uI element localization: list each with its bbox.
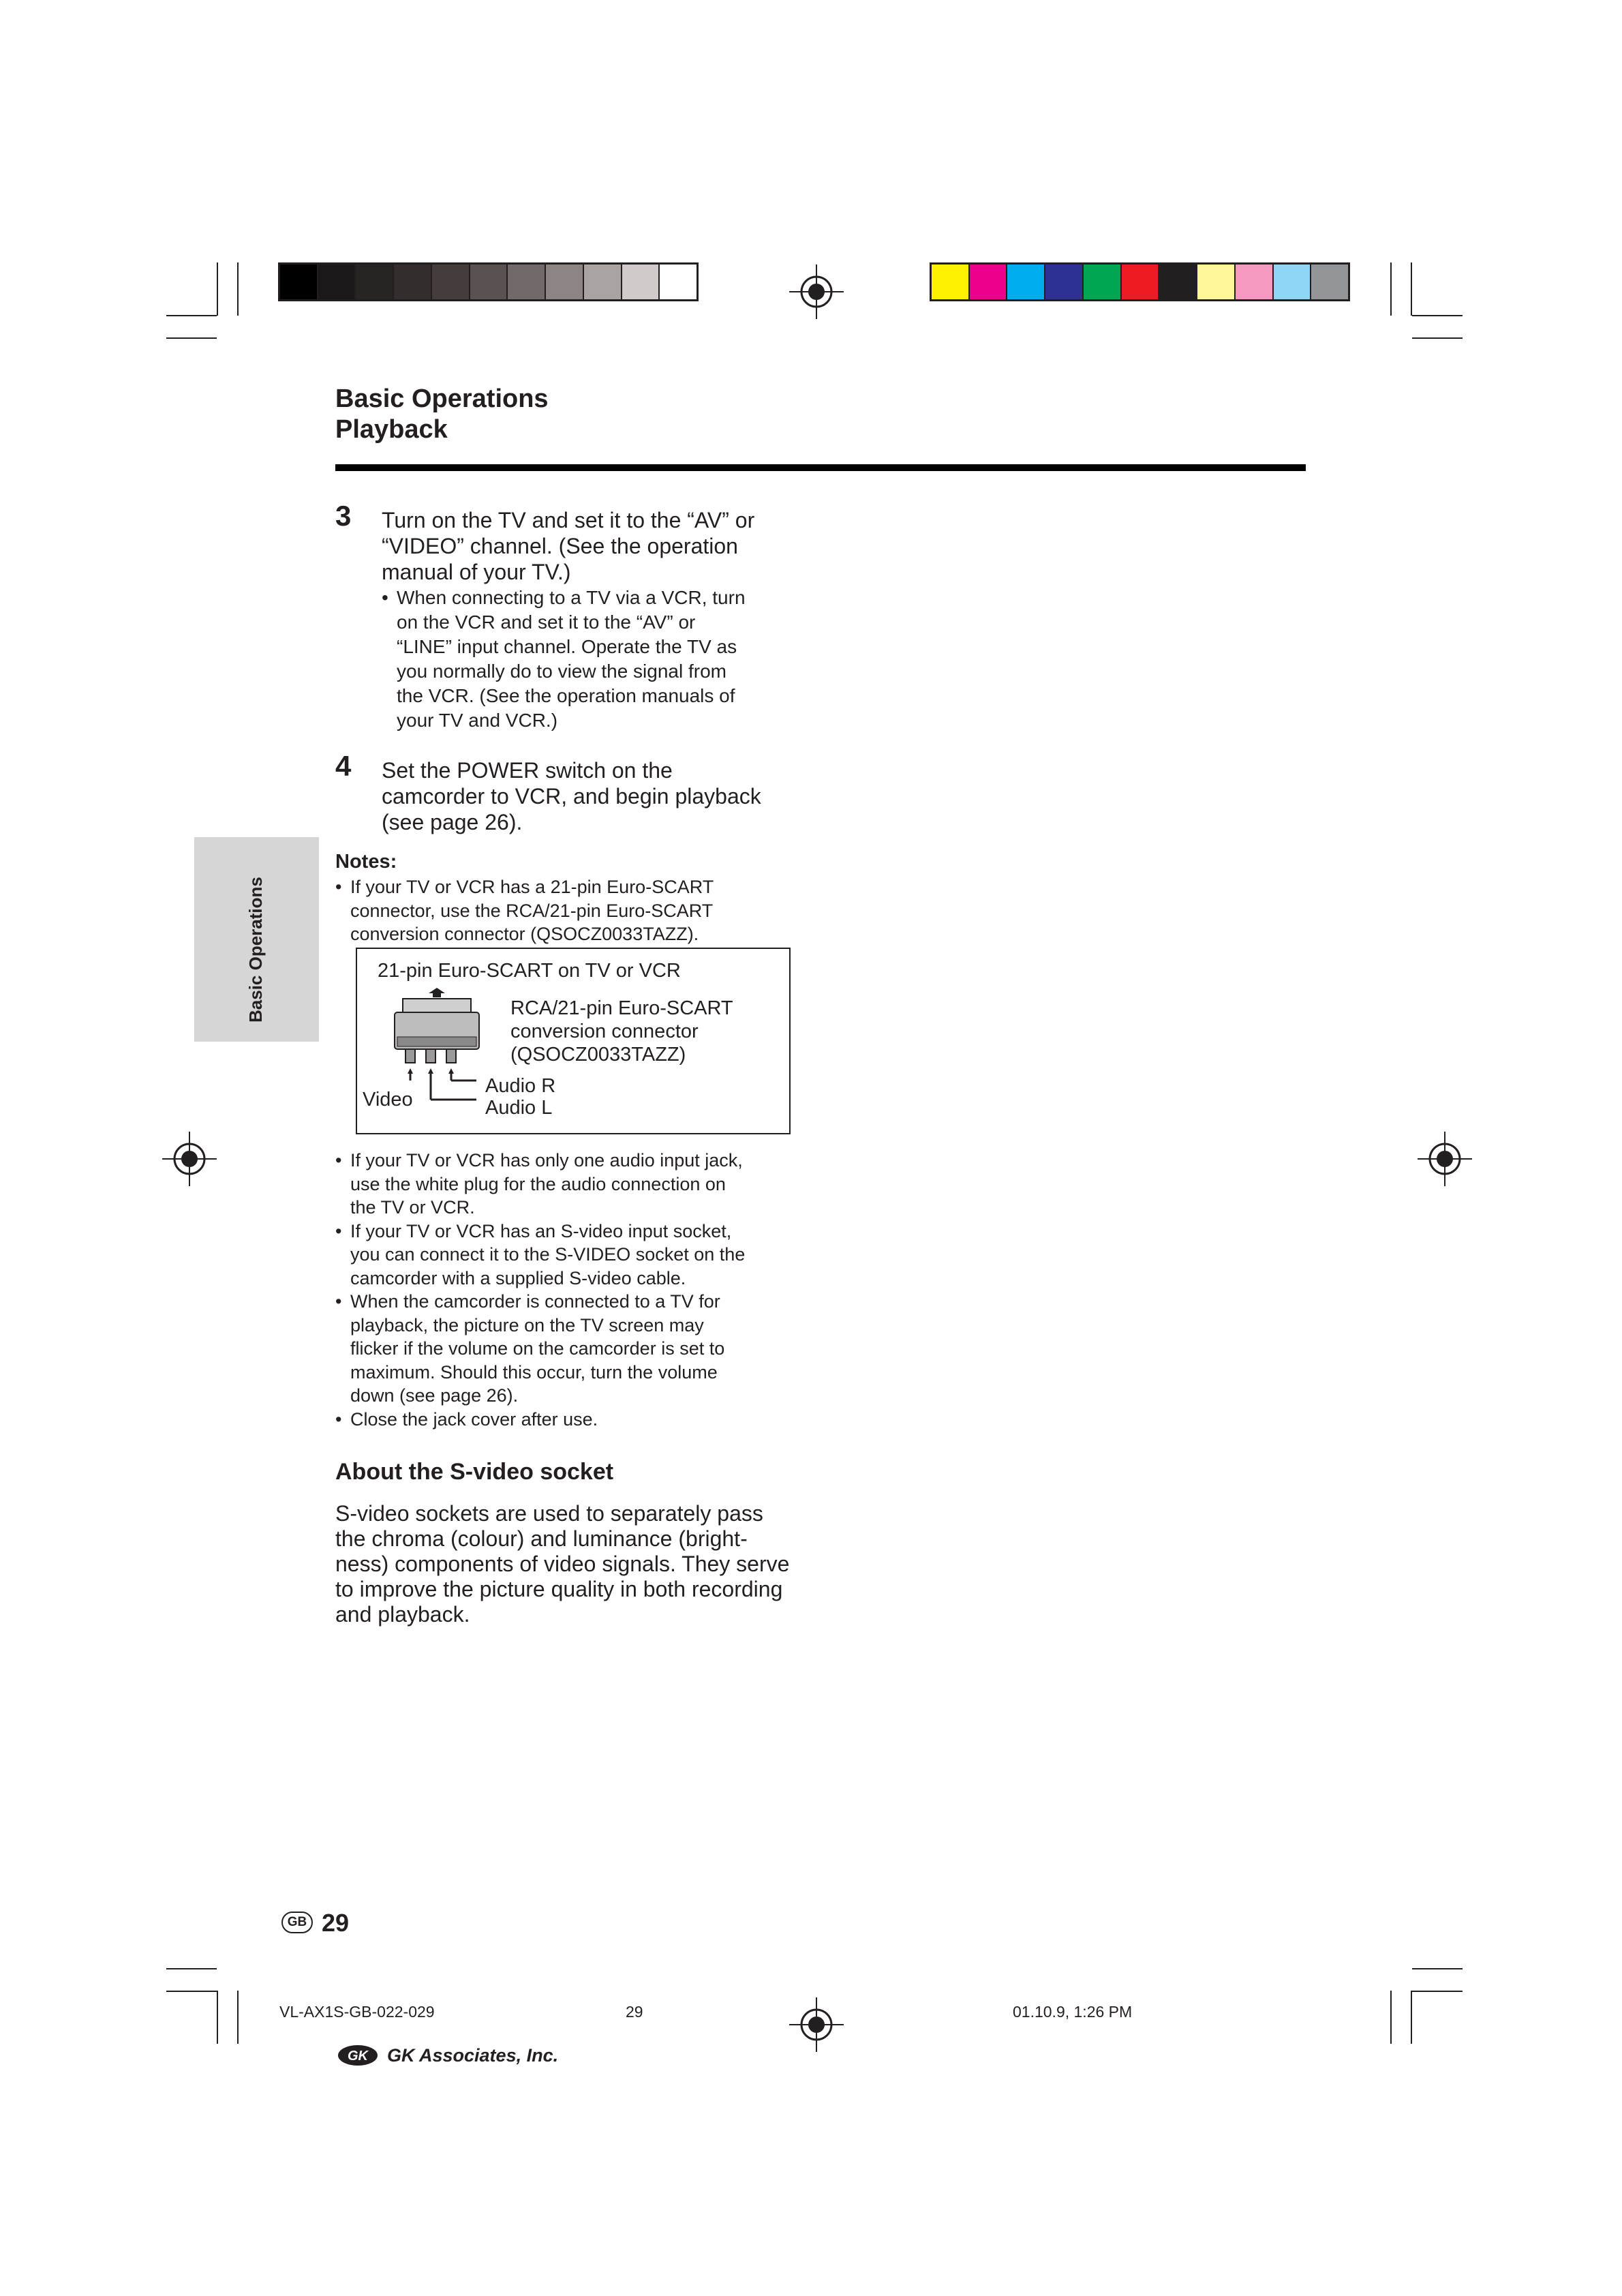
footer-company: GK Associates, Inc. [387,2045,559,2066]
crop-mark [1411,1991,1412,2044]
registration-target-icon [1418,1132,1472,1186]
crop-mark [166,337,217,339]
crop-mark [217,1991,218,2044]
footer-date: 01.10.9, 1:26 PM [1013,2003,1133,2021]
color-swatch [546,265,584,299]
color-swatch [660,265,697,299]
notes-list [335,875,812,946]
step-text: Set the POWER switch on the camcorder to VCR, and begin playback (see page 26). [382,758,761,834]
list-item: • If your TV or VCR has only one audio input jack, use the white plug for the audio connection on the TV or VCR. [335,1149,812,1220]
connector-label: RCA/21-pin Euro-SCART conversion connector (QSOCZ0033TAZZ) [510,997,733,1066]
crop-mark [1412,1991,1463,1992]
crop-mark [217,262,218,316]
color-swatch [280,265,318,299]
color-swatch [1122,265,1160,299]
video-label: Video [363,1089,413,1111]
footer-page: 29 [626,2003,643,2021]
color-swatch [394,265,432,299]
list-item: • If your TV or VCR has an S-video input socket, you can connect it to the S-VIDEO socket on the camcorder with a supplied S-video cable. [335,1220,812,1290]
crop-mark [1411,262,1412,316]
color-swatch [1236,265,1274,299]
crop-mark [1412,337,1463,339]
color-swatch [1045,265,1084,299]
region-badge: GB [281,1912,313,1933]
connector-diagram [356,948,791,1134]
color-swatch [970,265,1008,299]
list-item: • When the camcorder is connected to a TV for playback, the picture on the TV screen may flicker if the volume on the camcorder is set to maximum. Should this occur, turn the volume down (see page 26). [335,1290,812,1408]
step-text: Turn on the TV and set it to the “AV” or “VIDEO” channel. (See the operation manual of your TV.) [382,508,755,584]
crop-mark [166,315,217,316]
color-swatch [932,265,970,299]
about-text: S-video sockets are used to separately pass the chroma (colour) and luminance (bright- ness) components of video signals. They serve to improve the picture quality in both recording and playback. [335,1501,790,1627]
side-tab-label: Basic Operations [245,877,266,1023]
registration-target-icon [789,1997,844,2052]
section-title-line2: Playback [335,415,448,444]
color-swatch [1274,265,1312,299]
color-swatch [622,265,660,299]
color-swatch [1159,265,1197,299]
registration-target-icon [789,265,844,319]
color-swatch [508,265,546,299]
crop-mark [166,1991,217,1992]
color-swatch [470,265,508,299]
list-item: • Close the jack cover after use. [335,1408,812,1432]
footer-file: VL-AX1S-GB-022-029 [279,2003,435,2021]
color-swatch [1197,265,1236,299]
color-swatch [584,265,622,299]
section-title-line1: Basic Operations [335,384,549,413]
about-heading: About the S-video socket [335,1459,614,1485]
audio-r-label: Audio R [485,1075,556,1097]
crop-mark [1390,1991,1392,2044]
gk-logo-icon [337,2044,379,2067]
color-swatch-bar [930,262,1350,301]
step-bullet-list [382,586,818,733]
color-swatch [356,265,394,299]
crop-mark [237,262,239,316]
crop-mark [1390,262,1392,316]
crop-mark [1412,1968,1463,1969]
crop-mark [237,1991,239,2044]
step-number: 3 [335,500,352,532]
list-item: • If your TV or VCR has a 21-pin Euro-SCART connector, use the RCA/21-pin Euro-SCART conversion connector (QSOCZ0033TAZZ). [335,875,812,946]
list-item: • When connecting to a TV via a VCR, turn on the VCR and set it to the “AV” or “LINE” input channel. Operate the TV as you normally do to view the signal from the VCR. (See the operation manuals of your TV and VCR.) [382,586,818,733]
header-rule [335,464,1306,471]
color-swatch [318,265,356,299]
color-swatch [1311,265,1348,299]
color-swatch [1084,265,1122,299]
crop-mark [1412,315,1463,316]
step-number: 4 [335,750,352,782]
audio-l-label: Audio L [485,1097,553,1119]
registration-target-icon [162,1132,217,1186]
section-title [335,384,549,445]
color-swatch [1007,265,1045,299]
diagram-title: 21-pin Euro-SCART on TV or VCR [378,960,681,982]
svg-text:GK: GK [348,2049,368,2064]
page-number: 29 [322,1909,350,1937]
notes-list-continued [335,1149,812,1431]
color-swatch [432,265,470,299]
gray-swatch-bar [278,262,699,301]
notes-title: Notes: [335,851,397,873]
crop-mark [166,1968,217,1969]
